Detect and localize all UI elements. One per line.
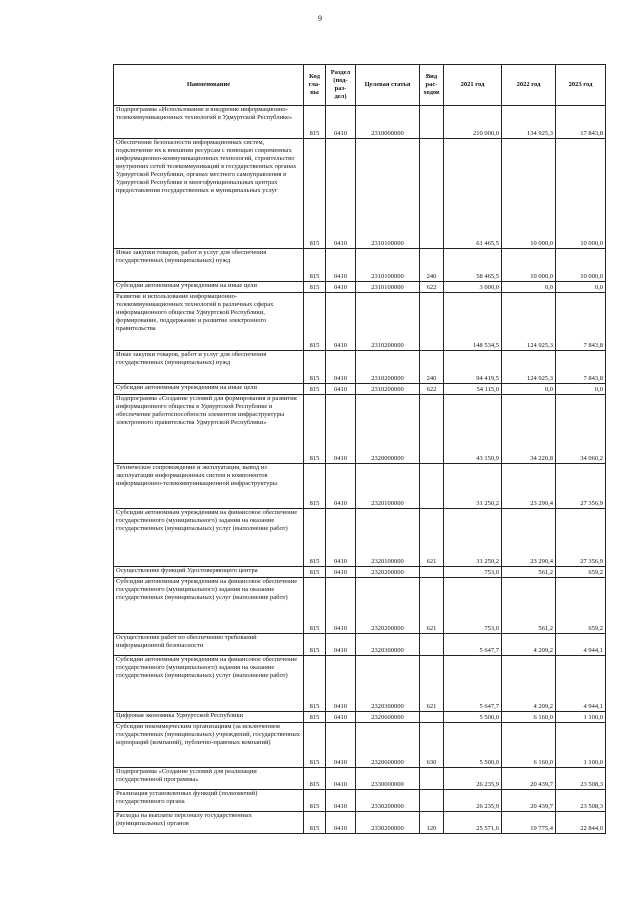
row-code: 815 [304, 509, 326, 567]
row-2023: 659,2 [556, 578, 606, 634]
table-row [114, 139, 606, 249]
row-expense [420, 464, 444, 509]
header-section: Раздел (под- раз- дел) [326, 65, 356, 106]
row-name: Иные закупки товаров, работ и услуг для обеспечения государственных (муниципальных) нужд [114, 351, 304, 384]
row-expense: 622 [420, 384, 444, 395]
row-code: 815 [304, 293, 326, 351]
row-name: Субсидии автономным учреждениям на финансовое обеспечение государственного (муниципального) задания на оказание государственных (муниципальных) услуг (выполнение работ) [114, 656, 304, 712]
row-code: 815 [304, 567, 326, 578]
row-section: 0410 [326, 578, 356, 634]
row-2022: 20 439,7 [502, 790, 556, 812]
row-code: 815 [304, 812, 326, 834]
row-expense: 240 [420, 249, 444, 282]
row-2023: 27 356,9 [556, 509, 606, 567]
row-code: 815 [304, 384, 326, 395]
header-2023: 2023 год [556, 65, 606, 106]
row-target: 2310100000 [356, 282, 420, 293]
row-2021: 26 235,9 [444, 768, 502, 790]
row-name: Субсидии автономным учреждениям на финансовое обеспечение государственного (муниципального) задания на оказание государственных (муниципальных) услуг (выполнение работ) [114, 578, 304, 634]
table-row [114, 567, 606, 578]
row-target: 2320300000 [356, 656, 420, 712]
row-name: Субсидии некоммерческим организациям (за исключением государственных (муниципальных) учреждений, государственных корпораций (компаний), публично-правовых компаний) [114, 723, 304, 768]
header-name: Наименование [114, 65, 304, 106]
row-code: 815 [304, 790, 326, 812]
row-2022: 561,2 [502, 578, 556, 634]
row-expense [420, 790, 444, 812]
row-section: 0410 [326, 293, 356, 351]
row-section: 0410 [326, 351, 356, 384]
row-2023: 10 000,0 [556, 139, 606, 249]
row-2021: 58 465,5 [444, 249, 502, 282]
row-code: 815 [304, 249, 326, 282]
row-code: 815 [304, 768, 326, 790]
row-target: 2310200000 [356, 384, 420, 395]
row-2021: 753,0 [444, 578, 502, 634]
row-expense: 630 [420, 723, 444, 768]
row-section: 0410 [326, 768, 356, 790]
row-expense: 120 [420, 812, 444, 834]
row-name: Субсидии автономным учреждениям на иные цели [114, 384, 304, 395]
row-2021: 26 235,9 [444, 790, 502, 812]
row-target: 2330200000 [356, 790, 420, 812]
table-row [114, 384, 606, 395]
table-row [114, 464, 606, 509]
row-name: Расходы на выплаты персоналу государственных (муниципальных) органов [114, 812, 304, 834]
row-2021: 753,0 [444, 567, 502, 578]
row-2023: 10 000,0 [556, 249, 606, 282]
row-2022: 0,0 [502, 282, 556, 293]
row-expense: 621 [420, 578, 444, 634]
row-expense [420, 293, 444, 351]
row-2021: 54 115,0 [444, 384, 502, 395]
row-target: 2330000000 [356, 768, 420, 790]
row-2023: 4 944,1 [556, 656, 606, 712]
row-2023: 23 508,3 [556, 768, 606, 790]
table-row [114, 712, 606, 723]
row-section: 0410 [326, 509, 356, 567]
row-expense [420, 106, 444, 139]
row-name: Развитие и использование информационно-телекоммуникационных технологий в различных сферах информационного общества Удмуртской Республики, формирование, поддержание и развитие электронного правительства [114, 293, 304, 351]
row-section: 0410 [326, 656, 356, 712]
table-row [114, 351, 606, 384]
row-2023: 22 844,0 [556, 812, 606, 834]
row-code: 815 [304, 351, 326, 384]
row-name: Субсидии автономным учреждениям на иные цели [114, 282, 304, 293]
row-2022: 124 925,3 [502, 293, 556, 351]
row-2023: 1 100,0 [556, 723, 606, 768]
row-expense: 621 [420, 509, 444, 567]
row-target: 2320200000 [356, 567, 420, 578]
table-row [114, 293, 606, 351]
header-2021: 2021 год [444, 65, 502, 106]
row-section: 0410 [326, 790, 356, 812]
row-2023: 659,2 [556, 567, 606, 578]
header-target: Целевая статья [356, 65, 420, 106]
row-section: 0410 [326, 395, 356, 464]
page-number: 9 [318, 14, 322, 23]
row-target: 2310200000 [356, 351, 420, 384]
row-target: 2320600000 [356, 723, 420, 768]
row-2021: 31 250,2 [444, 464, 502, 509]
row-expense [420, 395, 444, 464]
row-2022: 561,2 [502, 567, 556, 578]
row-name: Подпрограмма «Создание условий для реализации государственной программы» [114, 768, 304, 790]
row-2021: 210 000,0 [444, 106, 502, 139]
row-code: 815 [304, 578, 326, 634]
table-row [114, 723, 606, 768]
row-section: 0410 [326, 712, 356, 723]
row-section: 0410 [326, 812, 356, 834]
row-target: 2320600000 [356, 712, 420, 723]
row-name: Обеспечение безопасности информационных систем, подключение их к внешним ресурсам с помощью современных информационно-коммуникационных технологий, строительство внутренних сетей телекоммуникаций в государственных органах Удмуртской Республики, органах местного самоуправления в Удмуртской Республике и многофункциональных центрах предоставления государственных и муниципальных услуг [114, 139, 304, 249]
row-name: Субсидии автономным учреждениям на финансовое обеспечение государственного (муниципального) задания на оказание государственных (муниципальных) услуг (выполнение работ) [114, 509, 304, 567]
table-row [114, 249, 606, 282]
row-2021: 5 500,0 [444, 712, 502, 723]
row-2022: 23 290,4 [502, 464, 556, 509]
row-2021: 25 571,6 [444, 812, 502, 834]
row-2023: 0,0 [556, 282, 606, 293]
row-2023: 7 843,8 [556, 351, 606, 384]
row-name: Осуществление функций Удостоверяющего центра [114, 567, 304, 578]
header-code: Код гла- вы [304, 65, 326, 106]
row-2023: 1 100,0 [556, 712, 606, 723]
row-name: Подпрограмма «Создание условий для формирования и развития информационного общества в Удмуртской Республике и обеспечение работоспособности элементов инфраструктуры электронного правительства Удмуртской Республики» [114, 395, 304, 464]
table-row [114, 578, 606, 634]
row-section: 0410 [326, 567, 356, 578]
row-2021: 5 500,0 [444, 723, 502, 768]
row-2022: 19 775,4 [502, 812, 556, 834]
row-expense: 621 [420, 656, 444, 712]
row-section: 0410 [326, 464, 356, 509]
row-target: 2320200000 [356, 578, 420, 634]
row-2022: 34 220,8 [502, 395, 556, 464]
table-row [114, 634, 606, 656]
row-code: 815 [304, 634, 326, 656]
header-row [114, 65, 606, 106]
row-target: 2310000000 [356, 106, 420, 139]
row-2022: 23 290,4 [502, 509, 556, 567]
row-2021: 61 465,5 [444, 139, 502, 249]
row-2022: 6 160,0 [502, 712, 556, 723]
row-section: 0410 [326, 723, 356, 768]
row-2022: 4 209,2 [502, 656, 556, 712]
row-2023: 34 060,2 [556, 395, 606, 464]
row-2023: 7 843,8 [556, 293, 606, 351]
row-code: 815 [304, 282, 326, 293]
row-code: 815 [304, 139, 326, 249]
row-2021: 43 150,9 [444, 395, 502, 464]
row-2022: 4 209,2 [502, 634, 556, 656]
row-2023: 27 356,9 [556, 464, 606, 509]
row-2022: 124 925,3 [502, 351, 556, 384]
row-section: 0410 [326, 139, 356, 249]
row-target: 2330200000 [356, 812, 420, 834]
table-row [114, 395, 606, 464]
row-2023: 23 508,3 [556, 790, 606, 812]
row-name: Подпрограмма «Использование и внедрение информационно-телекоммуникационных технологий в Удмуртской Республике» [114, 106, 304, 139]
row-section: 0410 [326, 249, 356, 282]
row-expense [420, 634, 444, 656]
row-2022: 10 000,0 [502, 139, 556, 249]
row-code: 815 [304, 712, 326, 723]
row-2022: 20 439,7 [502, 768, 556, 790]
row-name: Техническое сопровождение и эксплуатация, вывод из эксплуатации информационных систем и компонентов информационно-телекоммуникационной инфраструктуры [114, 464, 304, 509]
header-2022: 2022 год [502, 65, 556, 106]
row-expense [420, 712, 444, 723]
table-row [114, 790, 606, 812]
table-row [114, 812, 606, 834]
row-name: Цифровая экономика Удмуртской Республики [114, 712, 304, 723]
row-code: 815 [304, 106, 326, 139]
row-2021: 94 419,5 [444, 351, 502, 384]
row-2021: 3 000,0 [444, 282, 502, 293]
row-target: 2320100000 [356, 464, 420, 509]
row-target: 2310200000 [356, 293, 420, 351]
row-2022: 10 000,0 [502, 249, 556, 282]
row-target: 2310100000 [356, 139, 420, 249]
row-expense: 240 [420, 351, 444, 384]
row-name: Осуществление работ по обеспечению требований информационной безопасности [114, 634, 304, 656]
row-expense [420, 567, 444, 578]
row-expense [420, 139, 444, 249]
row-section: 0410 [326, 282, 356, 293]
row-target: 2310100000 [356, 249, 420, 282]
row-2021: 5 647,7 [444, 634, 502, 656]
row-2021: 5 647,7 [444, 656, 502, 712]
table-row [114, 106, 606, 139]
row-section: 0410 [326, 106, 356, 139]
row-code: 815 [304, 723, 326, 768]
table-row [114, 509, 606, 567]
row-2023: 4 944,1 [556, 634, 606, 656]
table-row [114, 768, 606, 790]
row-section: 0410 [326, 634, 356, 656]
row-code: 815 [304, 464, 326, 509]
row-2022: 0,0 [502, 384, 556, 395]
row-code: 815 [304, 656, 326, 712]
row-2023: 17 843,8 [556, 106, 606, 139]
row-expense [420, 768, 444, 790]
row-2021: 148 534,5 [444, 293, 502, 351]
table-row [114, 656, 606, 712]
row-section: 0410 [326, 384, 356, 395]
row-name: Иные закупки товаров, работ и услуг для обеспечения государственных (муниципальных) нужд [114, 249, 304, 282]
table-row [114, 282, 606, 293]
row-target: 2320300000 [356, 634, 420, 656]
header-expense: Вид рас- ходов [420, 65, 444, 106]
row-2023: 0,0 [556, 384, 606, 395]
row-2021: 31 250,2 [444, 509, 502, 567]
budget-table [113, 64, 606, 834]
row-code: 815 [304, 395, 326, 464]
row-name: Реализация установленных функций (полномочий) государственного органа [114, 790, 304, 812]
row-2022: 134 925,3 [502, 106, 556, 139]
row-expense: 622 [420, 282, 444, 293]
row-target: 2320100000 [356, 509, 420, 567]
row-2022: 6 160,0 [502, 723, 556, 768]
row-target: 2320000000 [356, 395, 420, 464]
